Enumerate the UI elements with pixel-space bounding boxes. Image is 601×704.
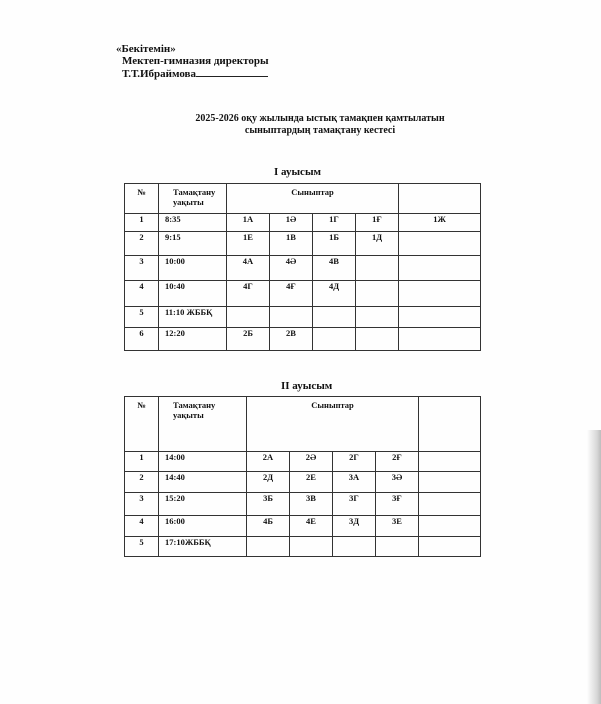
- class-cell: [356, 307, 399, 328]
- document-title: [160, 113, 480, 137]
- header-num: №: [125, 397, 159, 452]
- shift1-label: I ауысым: [274, 166, 322, 178]
- shift2-table: [124, 396, 481, 557]
- class-cell: [399, 256, 481, 281]
- row-number: 2: [125, 472, 159, 493]
- row-time: 14:40: [159, 472, 247, 493]
- row-time: 10:40: [159, 281, 227, 307]
- header-empty: [399, 184, 481, 214]
- header-time: Тамақтану уақыты: [159, 397, 247, 452]
- class-cell: [356, 256, 399, 281]
- row-number: 4: [125, 281, 159, 307]
- class-cell: 1Ғ: [356, 214, 399, 232]
- class-cell: 2Ғ: [376, 452, 419, 472]
- class-cell: 2Е: [290, 472, 333, 493]
- class-cell: [399, 328, 481, 351]
- row-time: 16:00: [159, 516, 247, 537]
- header-empty: [419, 397, 481, 452]
- row-number: 6: [125, 328, 159, 351]
- class-cell: [419, 472, 481, 493]
- class-cell: [419, 493, 481, 516]
- row-time: 17:10ЖББҚ: [159, 537, 247, 557]
- row-number: 4: [125, 516, 159, 537]
- row-time: 8:35: [159, 214, 227, 232]
- class-cell: 3Б: [247, 493, 290, 516]
- class-cell: [270, 307, 313, 328]
- class-cell: [333, 537, 376, 557]
- class-cell: [399, 307, 481, 328]
- table-row: [125, 214, 481, 232]
- class-cell: 2Ә: [290, 452, 333, 472]
- title-line-2: сыныптардың тамақтану кестесі: [244, 125, 396, 136]
- class-cell: [290, 537, 333, 557]
- class-cell: [313, 307, 356, 328]
- class-cell: [227, 307, 270, 328]
- class-cell: [356, 281, 399, 307]
- class-cell: [419, 537, 481, 557]
- class-cell: 1В: [270, 232, 313, 256]
- class-cell: 2Д: [247, 472, 290, 493]
- header-time: Тамақтану уақыты: [159, 184, 227, 214]
- row-number: 3: [125, 256, 159, 281]
- class-cell: 1Д: [356, 232, 399, 256]
- table-row: [125, 307, 481, 328]
- approval-position: Мектеп-гимназия директоры: [122, 55, 269, 67]
- class-cell: 3А: [333, 472, 376, 493]
- table-row: [125, 452, 481, 472]
- class-cell: 4Г: [227, 281, 270, 307]
- class-cell: 4В: [313, 256, 356, 281]
- shift1-table: [124, 183, 481, 351]
- row-number: 2: [125, 232, 159, 256]
- shift2-header-row: [125, 397, 481, 452]
- class-cell: [376, 537, 419, 557]
- title-line-1: 2025-2026 оқу жылында ыстық тамақпен қамтылатын: [195, 113, 445, 124]
- class-cell: [419, 516, 481, 537]
- class-cell: 4Д: [313, 281, 356, 307]
- class-cell: 2Б: [227, 328, 270, 351]
- row-time: 9:15: [159, 232, 227, 256]
- class-cell: 2Г: [333, 452, 376, 472]
- signature-line: [196, 67, 268, 77]
- class-cell: 4Е: [290, 516, 333, 537]
- class-cell: 4Б: [247, 516, 290, 537]
- class-cell: 3В: [290, 493, 333, 516]
- shift1-header-row: [125, 184, 481, 214]
- row-time: 10:00: [159, 256, 227, 281]
- table-row: [125, 493, 481, 516]
- class-cell: 4Ә: [270, 256, 313, 281]
- row-number: 5: [125, 307, 159, 328]
- approval-block: [116, 43, 269, 80]
- page-edge-shadow: [587, 430, 601, 704]
- header-classes: Сыныптар: [227, 184, 399, 214]
- header-num: №: [125, 184, 159, 214]
- table-row: [125, 537, 481, 557]
- class-cell: 4Ғ: [270, 281, 313, 307]
- table-row: [125, 232, 481, 256]
- row-number: 3: [125, 493, 159, 516]
- class-cell: [399, 232, 481, 256]
- class-cell: 3Е: [376, 516, 419, 537]
- table-row: [125, 472, 481, 493]
- class-cell: [356, 328, 399, 351]
- class-cell: 1Е: [227, 232, 270, 256]
- row-time: 15:20: [159, 493, 247, 516]
- class-cell: 2В: [270, 328, 313, 351]
- class-cell: 2А: [247, 452, 290, 472]
- class-cell: [313, 328, 356, 351]
- row-time: 12:20: [159, 328, 227, 351]
- table-row: [125, 281, 481, 307]
- class-cell: 3Ә: [376, 472, 419, 493]
- class-cell: [247, 537, 290, 557]
- row-number: 5: [125, 537, 159, 557]
- header-classes: Сыныптар: [247, 397, 419, 452]
- shift2-label: II ауысым: [281, 380, 333, 392]
- table-row: [125, 328, 481, 351]
- class-cell: 1Б: [313, 232, 356, 256]
- class-cell: 3Г: [333, 493, 376, 516]
- row-time: 11:10 ЖББҚ: [159, 307, 227, 328]
- row-number: 1: [125, 452, 159, 472]
- class-cell: 1Г: [313, 214, 356, 232]
- row-time: 14:00: [159, 452, 247, 472]
- class-cell: 3Д: [333, 516, 376, 537]
- class-cell: 4А: [227, 256, 270, 281]
- table-row: [125, 256, 481, 281]
- approval-signatory: [116, 67, 269, 80]
- approval-name: Т.Т.Ибраймова: [122, 68, 196, 80]
- approval-heading: «Бекітемін»: [116, 43, 176, 55]
- class-cell: 1Ә: [270, 214, 313, 232]
- class-cell: 1Ж: [399, 214, 481, 232]
- class-cell: 1А: [227, 214, 270, 232]
- class-cell: [399, 281, 481, 307]
- row-number: 1: [125, 214, 159, 232]
- table-row: [125, 516, 481, 537]
- class-cell: 3Ғ: [376, 493, 419, 516]
- class-cell: [419, 452, 481, 472]
